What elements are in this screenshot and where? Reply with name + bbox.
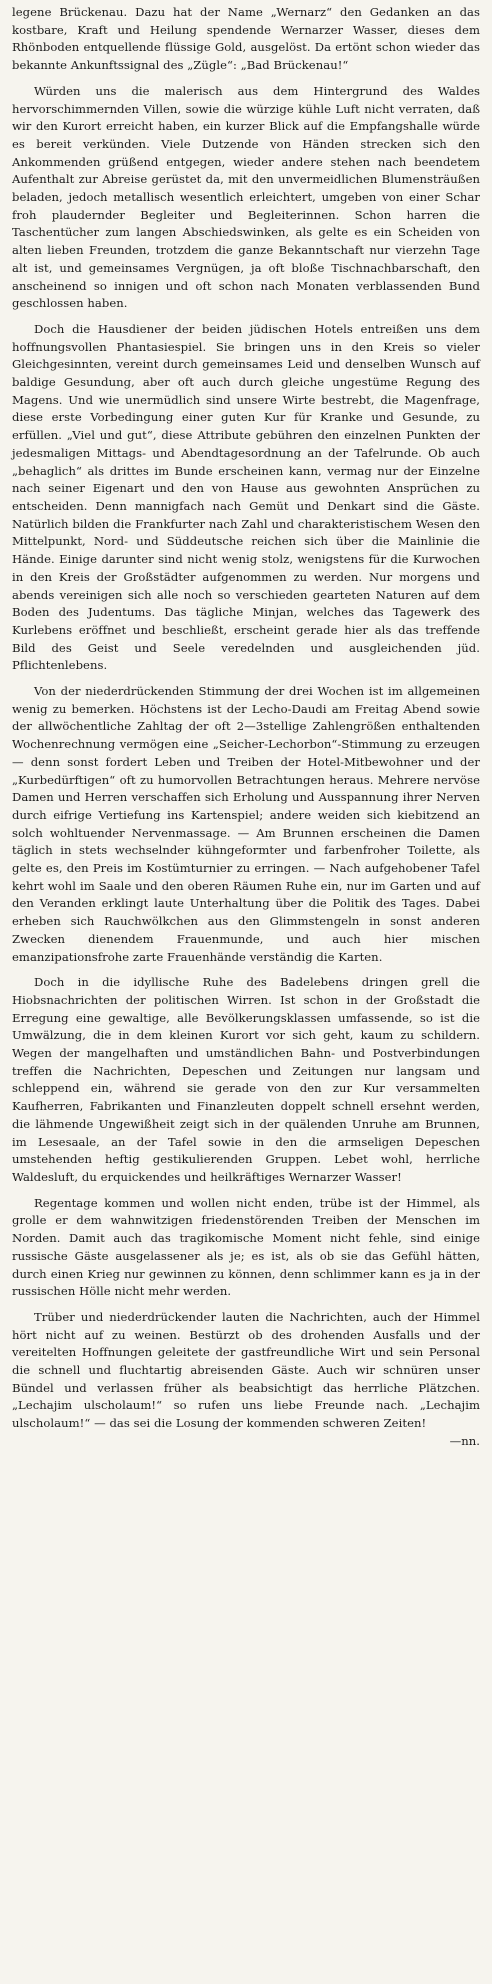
author-signature: —nn. bbox=[449, 1433, 480, 1448]
article-paragraph-1: legene Brückenau. Dazu hat der Name „Wernarz“ den Gedanken an das kostbare, Kraft und Heilung spendende Wernarzer Wasser, dieses dem Rhönboden entquellende flüssige Gold, ausgelöst. Da ertönt schon wieder das bekannte Ankunftssignal des „Zügle“: „Bad Brückenau!“ bbox=[12, 5, 480, 73]
article-paragraph-5: Doch in die idyllische Ruhe des Badelebens dringen grell die Hiobsnachrichten der politischen Wirren. Ist schon in der Großstadt die Erregung eine gewaltige, alle Bevölkerungsklassen umfassende, so ist die Umwälzung, die in dem kleinen Kurort vor sich geht, kaum zu schildern. Wegen der mangelhaften und umständlichen Bahn- und Postverbindungen treffen die Nachrichten, Depeschen und Zeitungen nur langsam und schleppend ein, während sie gerade von den zur Kur versammelten Kaufherren, Fabrikanten und Finanzleuten doppelt schnell ersehnt werden, die lähmende Ungewißheit zeigt sich in der quälenden Unruhe am Brunnen, im Lesesaale, an der Tafel sowie in den die armseligen Depeschen umstehenden heftig gestikulierenden Gruppen. Lebet wohl, herrliche Waldesluft, du erquickendes und heilkräftiges Wernarzer Wasser! bbox=[12, 975, 480, 1184]
article-paragraph-7 bbox=[12, 1309, 480, 1448]
article-paragraph-3: Doch die Hausdiener der beiden jüdischen Hotels entreißen uns dem hoffnungsvollen Phantasiespiel. Sie bringen uns in den Kreis so vieler Gleichgesinnten, vereint durch gemeinsames Leid und denselben Wunsch auf baldige Gesundung, aber oft auch durch gleiche ungestüme Regung des Magens. Und wie unermüdlich sind unsere Wirte bestrebt, die Magenfrage, diese erste Vorbedingung einer guten Kur für Kranke und Gesunde, zu erfüllen. „Viel und gut“, diese Attribute gebühren den einzelnen Punkten der jedesmaligen Mittags- und Abendtagesordnung an der Tafelrunde. Ob auch „behaglich“ als drittes im Bunde erscheinen kann, vermag nur der Einzelne nach seiner Eigenart und den von Hause aus gewohnten Ansprüchen zu entscheiden. Denn mannigfach nach Gemüt und Denkart sind die Gäste. Natürlich bilden die Frankfurter nach Zahl und charakteristischem Wesen den Mittelpunkt, Nord- und Süddeutsche reichen sich über die Mainlinie die Hände. Einige darunter sind nicht wenig stolz, wenigstens für die Kurwochen in den Kreis der Großstädter aufgenommen zu werden. Nur morgens und abends vereinigen sich alle noch so verschieden gearteten Naturen auf dem Boden des Judentums. Das tägliche Minjan, welches das Tagewerk des Kurlebens eröffnet und beschließt, erscheint gerade hier als das treffende Bild des Geist und Seele veredelnden und ausgleichenden jüd. Pflichtenlebens. bbox=[12, 321, 480, 673]
article-paragraph-4: Von der niederdrückenden Stimmung der drei Wochen ist im allgemeinen wenig zu bemerken. Höchstens ist der Lecho-Daudi am Freitag Abend sowie der allwöchentliche Zahltag der oft 2—3stellige Zahlengrößen enthaltenden Wochenrechnung vermögen eine „Seicher-Lechorbon“-Stimmung zu erzeugen — denn sonst fordert Leben und Treiben der Hotel-Mitbewohner und der „Kurbedürftigen“ oft zu humorvollen Betrachtungen heraus. Mehrere nervöse Damen und Herren verschaffen sich Erholung und Ausspannung ihrer Nerven durch eifrige Vertiefung ins Kartenspiel; andere weiden sich kiebitzend an solch wohltuender Nervenmassage. — Am Brunnen erscheinen die Damen täglich in stets wechselnder kühngeformter und farbenfroher Toilette, als gelte es, den Preis im Kostümturnier zu erringen. — Nach aufgehobener Tafel kehrt wohl im Saale und den oberen Räumen Ruhe ein, nur im Garten und auf den Veranden erklingt laute Unterhaltung über die Politik des Tages. Dabei erheben sich Rauchwölkchen aus den Glimmstengeln in sonst anderen Zwecken dienendem Frauenmunde, und auch hier mischen emanzipationsfrohe zarte Frauenhände verständig die Karten. bbox=[12, 684, 480, 964]
article-paragraph-7-text: Trüber und niederdrückender lauten die Nachrichten, auch der Himmel hört nicht auf zu weinen. Bestürzt ob des drohenden Ausfalls und der vereitelten Hoffnungen geleitete der gastfreundliche Wirt und sein Personal die schnell und fluchtartig abreisenden Gäste. Auch wir schnüren unser Bündel und verlassen früher als beabsichtigt das herrliche Plätzchen. „Lechajim ulscholaum!“ so rufen uns liebe Freunde nach. „Lechajim ulscholaum!“ — das sei die Losung der kommenden schweren Zeiten! bbox=[12, 1309, 480, 1431]
article-paragraph-2: Würden uns die malerisch aus dem Hintergrund des Waldes hervorschimmernden Villen, sowie die würzige kühle Luft nicht verraten, daß wir den Kurort erreicht haben, ein kurzer Blick auf die Empfangshalle würde es bereit verkünden. Viele Dutzende von Händen strecken sich den Ankommenden grüßend entgegen, wieder andere stehen nach beendetem Aufenthalt zur Abreise gerüstet da, mit den unvermeidlichen Blumensträußen beladen, jedoch metallisch wesentlich erleichtert, umgeben von einer Schar froh plaudernder Begleiter und Begleiterinnen. Schon harren die Taschentücher zum langen Abschiedswinken, als gelte es ein Scheiden von alten lieben Freunden, trotzdem die ganze Bekanntschaft nur vierzehn Tage alt ist, und gemeinsames Vergnügen, ja oft bloße Tischnachbarschaft, den anscheinend so innigen und oft schon nach Monaten verblassenden Bund geschlossen haben. bbox=[12, 83, 480, 311]
article-paragraph-6: Regentage kommen und wollen nicht enden, trübe ist der Himmel, als grolle er dem wahnwitzigen friedenstörenden Treiben der Menschen im Norden. Damit auch das tragikomische Moment nicht fehle, sind einige russische Gäste ausgelassener als je; es ist, als ob sie das Gefühl hätten, durch einen Krieg nur gewinnen zu können, denn schlimmer kann es ja in der russischen Hölle nicht mehr werden. bbox=[12, 1195, 480, 1299]
